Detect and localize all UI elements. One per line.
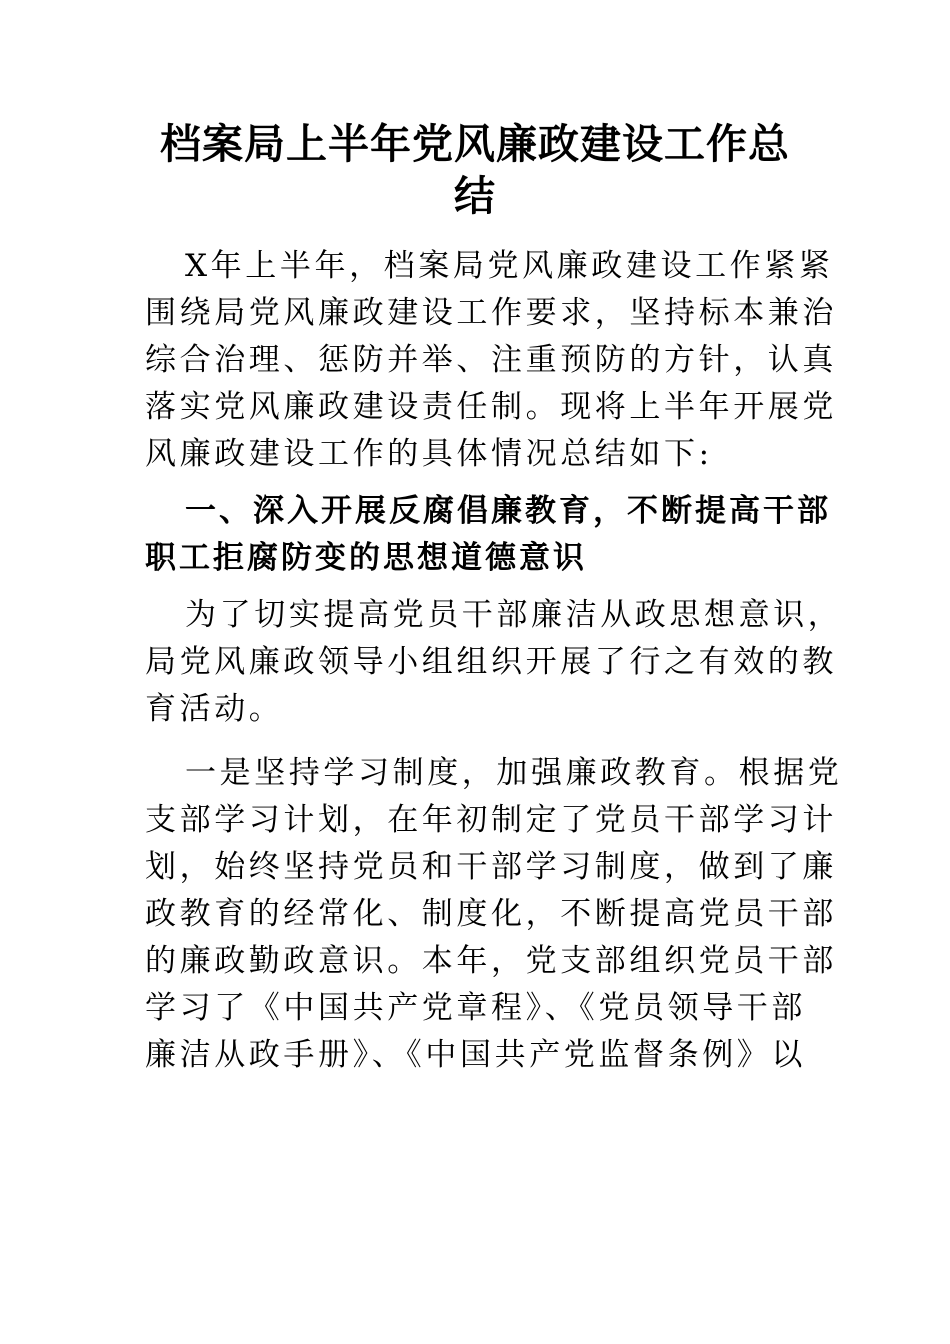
- text-line: 学习了《中国共产党章程》、《党员领导干部: [145, 990, 806, 1026]
- intro-paragraph: [145, 243, 837, 478]
- text-line: 局党风廉政领导小组组织开展了行之有效的教: [145, 644, 837, 680]
- body-paragraph: [145, 592, 843, 733]
- text-line: 划，始终坚持党员和干部学习制度，做到了廉: [145, 849, 837, 885]
- heading-line: 职工拒腐防变的思想道德意识: [145, 540, 587, 576]
- title-line: 档案局上半年党风廉政建设工作总: [160, 120, 790, 168]
- text-line: 支部学习计划，在年初制定了党员干部学习计: [145, 802, 837, 838]
- text-line: 风廉政建设工作的具体情况总结如下:: [145, 436, 713, 472]
- heading-line: 一、深入开展反腐倡廉教育，不断提高干部: [185, 493, 831, 529]
- text-line: 育活动。: [145, 691, 284, 727]
- document-page: [145, 118, 843, 1079]
- text-line: X年上半年，档案局党风廉政建设工作紧紧: [185, 248, 834, 284]
- document-title: [145, 118, 805, 222]
- text-line: 综合治理、惩防并举、注重预防的方针，认真: [145, 342, 837, 378]
- text-line: 一是坚持学习制度，加强廉政教育。根据党: [185, 755, 843, 791]
- title-line: 结: [454, 172, 496, 220]
- text-line: 的廉政勤政意识。本年，党支部组织党员干部: [145, 943, 837, 979]
- text-line: 落实党风廉政建设责任制。现将上半年开展党: [145, 389, 837, 425]
- text-line: 为了切实提高党员干部廉洁从政思想意识，: [185, 597, 843, 633]
- text-line: 廉洁从政手册》、《中国共产党监督条例》以: [145, 1037, 806, 1073]
- text-line: 政教育的经常化、制度化，不断提高党员干部: [145, 896, 837, 932]
- text-line: 围绕局党风廉政建设工作要求，坚持标本兼治: [145, 295, 837, 331]
- body-paragraph: [145, 750, 843, 1079]
- section-heading: [145, 488, 831, 582]
